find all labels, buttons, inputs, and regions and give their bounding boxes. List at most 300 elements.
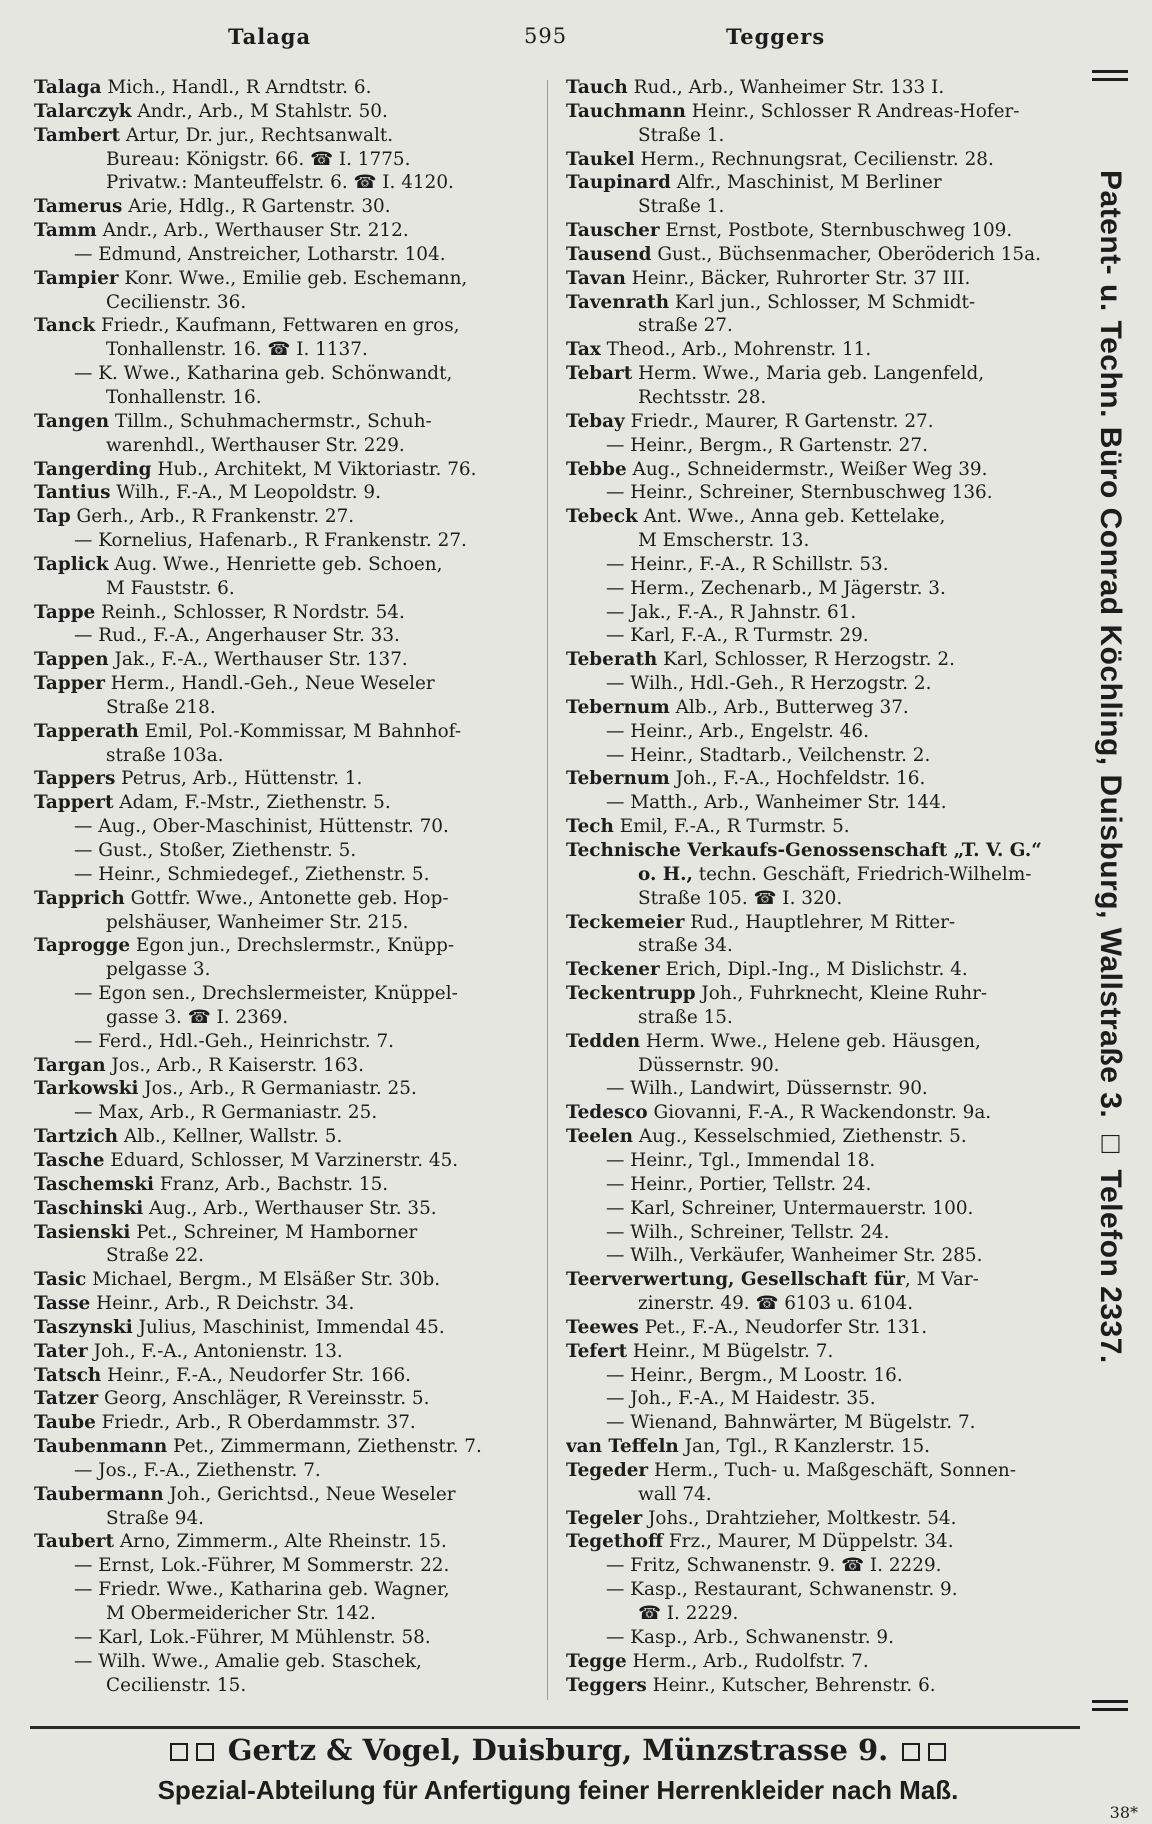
directory-entry xyxy=(34,1387,542,1411)
directory-entry xyxy=(566,481,1076,505)
entry-surname: van Teffeln xyxy=(566,1436,679,1458)
entry-details: Alfr., Maschinist, M Berliner xyxy=(670,172,942,194)
directory-entry xyxy=(34,1221,542,1245)
directory-entry xyxy=(566,529,1076,553)
entry-details: Cecilienstr. 15. xyxy=(106,1674,247,1696)
entry-surname: Teberath xyxy=(566,649,658,671)
directory-entry xyxy=(566,338,1076,362)
right-column xyxy=(566,76,1076,1697)
entry-surname: Tasic xyxy=(34,1269,87,1291)
entry-details: — Heinr., Bergm., M Loostr. 16. xyxy=(606,1364,903,1386)
entry-details: — Karl, F.-A., R Turmstr. 29. xyxy=(606,625,869,647)
entry-details: Herm., Rechnungsrat, Cecilienstr. 28. xyxy=(634,148,994,170)
directory-entry xyxy=(566,1221,1076,1245)
entry-details: Johs., Drahtzieher, Moltkestr. 54. xyxy=(642,1507,957,1529)
entry-details: Straße 22. xyxy=(106,1245,205,1267)
entry-details: Julius, Maschinist, Immendal 45. xyxy=(132,1316,445,1338)
directory-entry xyxy=(566,1292,1076,1316)
entry-details: Andr., Arb., M Stahlstr. 50. xyxy=(131,100,388,122)
entry-details: Ant. Wwe., Anna geb. Kettelake, xyxy=(637,506,946,528)
entry-details: — Joh., F.-A., M Haidestr. 35. xyxy=(606,1388,876,1410)
entry-details: Alb., Arb., Butterweg 37. xyxy=(669,696,909,718)
entry-surname: Teggers xyxy=(566,1674,647,1696)
entry-details: Pet., F.-A., Neudorfer Str. 131. xyxy=(638,1316,928,1338)
entry-surname: Technische Verkaufs-Genossenschaft „T. V. G.“ xyxy=(566,840,1042,861)
entry-details: wall 74. xyxy=(638,1483,712,1505)
entry-details: , M Var- xyxy=(904,1269,979,1291)
directory-entry xyxy=(34,648,542,672)
directory-entry xyxy=(566,1554,1076,1578)
entry-surname: Taprogge xyxy=(34,935,131,957)
entry-details: Herm. Wwe., Maria geb. Langenfeld, xyxy=(632,363,985,385)
directory-entry xyxy=(34,696,542,720)
entry-details: Heinr., F.-A., Neudorfer Str. 166. xyxy=(101,1364,412,1386)
directory-entry xyxy=(566,1578,1076,1602)
directory-entry xyxy=(34,1292,542,1316)
directory-entry xyxy=(34,434,542,458)
directory-entry xyxy=(566,672,1076,696)
entry-details: Herm., Handl.-Geh., Neue Weseler xyxy=(104,673,435,695)
entry-surname: Tegeder xyxy=(566,1459,649,1481)
directory-entry xyxy=(34,1411,542,1435)
directory-entry xyxy=(34,911,542,935)
entry-details: — Heinr., F.-A., R Schillstr. 53. xyxy=(606,553,889,575)
directory-entry xyxy=(34,362,542,386)
directory-entry xyxy=(34,1483,542,1507)
entry-details: Frz., Maurer, M Düppelstr. 34. xyxy=(663,1531,954,1553)
directory-entry xyxy=(566,1674,1076,1698)
entry-details: Heinr., Kutscher, Behrenstr. 6. xyxy=(646,1674,936,1696)
entry-surname: Teckener xyxy=(566,959,660,981)
directory-entry xyxy=(34,1101,542,1125)
entry-surname: Tasse xyxy=(34,1293,91,1315)
directory-entry xyxy=(566,601,1076,625)
entry-details: Jan, Tgl., R Kanzlerstr. 15. xyxy=(678,1436,931,1458)
directory-entry xyxy=(34,815,542,839)
directory-entry xyxy=(34,1149,542,1173)
entry-details: Hub., Architekt, M Viktoriastr. 76. xyxy=(151,458,477,480)
directory-entry xyxy=(566,1173,1076,1197)
entry-details: — Wilh., Hdl.-Geh., R Herzogstr. 2. xyxy=(606,673,932,695)
directory-entry xyxy=(34,529,542,553)
entry-details: Düssernstr. 90. xyxy=(638,1054,780,1076)
entry-details: Arno, Zimmerm., Alte Rheinstr. 15. xyxy=(113,1531,447,1553)
entry-details: pelshäuser, Wanheimer Str. 215. xyxy=(106,911,409,933)
entry-details: — Kasp., Arb., Schwanenstr. 9. xyxy=(606,1626,894,1648)
directory-entry xyxy=(34,1674,542,1698)
entry-details: Emil, Pol.-Kommissar, M Bahnhof- xyxy=(138,720,462,742)
directory-entry xyxy=(566,1626,1076,1650)
entry-details: Konr. Wwe., Emilie geb. Eschemann, xyxy=(118,267,468,289)
entry-details: Herm., Arb., Rudolfstr. 7. xyxy=(626,1650,869,1672)
band-rule-top-2 xyxy=(1092,78,1128,81)
entry-details: Aug., Arb., Werthauser Str. 35. xyxy=(143,1197,437,1219)
entry-details: — Wilh., Landwirt, Düssernstr. 90. xyxy=(606,1078,928,1100)
entry-surname: Taschemski xyxy=(34,1173,155,1195)
directory-entry xyxy=(566,1411,1076,1435)
entry-details: Alb., Kellner, Wallstr. 5. xyxy=(118,1126,343,1148)
entry-surname: Tatsch xyxy=(34,1364,102,1386)
entry-details: Bureau: Königstr. 66. ☎ I. 1775. xyxy=(106,148,411,170)
entry-surname: Taschinski xyxy=(34,1197,144,1219)
entry-surname: Teewes xyxy=(566,1316,639,1338)
directory-entry xyxy=(34,1173,542,1197)
entry-details: straße 15. xyxy=(638,1006,733,1028)
directory-entry xyxy=(566,648,1076,672)
directory-entry xyxy=(34,863,542,887)
entry-details: techn. Geschäft, Friedrich-Wilhelm- xyxy=(692,863,1032,885)
entry-surname: Tap xyxy=(34,506,71,528)
entry-details: — Kasp., Restaurant, Schwanenstr. 9. xyxy=(606,1579,958,1601)
entry-details: — Heinr., Portier, Tellstr. 24. xyxy=(606,1173,872,1195)
directory-entry xyxy=(34,148,542,172)
entry-details: Gust., Büchsenmacher, Oberöderich 15a. xyxy=(651,243,1041,265)
entry-details: Heinr., Arb., R Deichstr. 34. xyxy=(90,1293,355,1315)
directory-entry xyxy=(34,1435,542,1459)
entry-details: — Wilh. Wwe., Amalie geb. Staschek, xyxy=(74,1650,422,1672)
entry-details: Karl, Schlosser, R Herzogstr. 2. xyxy=(657,649,955,671)
entry-details: Aug., Kesselschmied, Ziethenstr. 5. xyxy=(633,1126,967,1148)
entry-surname: Tebart xyxy=(566,363,633,385)
directory-entry xyxy=(566,1197,1076,1221)
entry-surname: Teerverwertung, Gesellschaft für xyxy=(566,1269,905,1291)
left-column xyxy=(34,76,542,1697)
entry-details: Franz, Arb., Bachstr. 15. xyxy=(154,1173,389,1195)
directory-entry xyxy=(34,1459,542,1483)
entry-details: Friedr., Maurer, R Gartenstr. 27. xyxy=(624,410,934,432)
entry-details: Andr., Arb., Werthauser Str. 212. xyxy=(96,220,409,242)
entry-details: Gerh., Arb., R Frankenstr. 27. xyxy=(70,506,355,528)
directory-entry xyxy=(566,1530,1076,1554)
entry-surname: Talaga xyxy=(34,77,102,98)
column-divider xyxy=(547,80,548,1700)
directory-entry xyxy=(566,267,1076,291)
directory-entry xyxy=(34,601,542,625)
entry-surname: Tebernum xyxy=(566,696,670,718)
square-ornament xyxy=(196,1743,214,1761)
directory-entry xyxy=(566,1483,1076,1507)
entry-details: Heinr., Bäcker, Ruhrorter Str. 37 III. xyxy=(625,267,971,289)
directory-entry xyxy=(566,839,1076,863)
entry-details: Privatw.: Manteuffelstr. 6. ☎ I. 4120. xyxy=(106,172,454,194)
directory-entry xyxy=(34,124,542,148)
directory-entry xyxy=(34,1197,542,1221)
entry-surname: Teckentrupp xyxy=(566,983,696,1005)
entry-surname: Taupinard xyxy=(566,172,671,194)
entry-details: Jos., Arb., R Kaiserstr. 163. xyxy=(105,1054,364,1076)
entry-details: — Kornelius, Hafenarb., R Frankenstr. 27. xyxy=(74,530,467,552)
directory-entry xyxy=(566,1387,1076,1411)
entry-details: — Heinr., Bergm., R Gartenstr. 27. xyxy=(606,434,928,456)
entry-details: M Obermeidericher Str. 142. xyxy=(106,1603,376,1624)
entry-details: — Karl, Schreiner, Untermauerstr. 100. xyxy=(606,1197,974,1219)
entry-surname: Tasche xyxy=(34,1149,105,1171)
entry-surname: Tampier xyxy=(34,267,119,289)
entry-details: — Ernst, Lok.-Führer, M Sommerstr. 22. xyxy=(74,1555,450,1577)
entry-details: Straße 1. xyxy=(638,196,725,218)
directory-entry xyxy=(566,577,1076,601)
directory-entry xyxy=(566,696,1076,720)
directory-entry xyxy=(566,815,1076,839)
directory-entry xyxy=(34,1006,542,1030)
directory-entry xyxy=(34,1507,542,1531)
entry-surname: Taubert xyxy=(34,1531,114,1553)
directory-entry xyxy=(34,505,542,529)
entry-details: Egon jun., Drechslermstr., Knüpp- xyxy=(130,935,455,957)
directory-entry xyxy=(566,1650,1076,1674)
directory-entry xyxy=(566,1244,1076,1268)
directory-entry xyxy=(34,1626,542,1650)
directory-entry xyxy=(566,362,1076,386)
entry-details: — Aug., Ober-Maschinist, Hüttenstr. 70. xyxy=(74,816,449,838)
directory-entry xyxy=(566,1340,1076,1364)
directory-entry xyxy=(34,982,542,1006)
entry-details: — Heinr., Stadtarb., Veilchenstr. 2. xyxy=(606,744,931,766)
entry-surname: Tauchmann xyxy=(566,100,686,122)
entry-surname: Teelen xyxy=(566,1126,634,1148)
entry-details: — Jak., F.-A., R Jahnstr. 61. xyxy=(606,601,857,623)
directory-entry xyxy=(34,219,542,243)
entry-details: Arie, Hdlg., R Gartenstr. 30. xyxy=(122,196,391,218)
directory-entry xyxy=(34,1054,542,1078)
entry-details: Karl jun., Schlosser, M Schmidt- xyxy=(669,291,976,313)
entry-details: straße 103a. xyxy=(106,744,224,766)
entry-surname: Tebbe xyxy=(566,458,627,480)
entry-surname: Tamm xyxy=(34,220,97,242)
entry-surname: Tamerus xyxy=(34,196,123,218)
entry-details: — Heinr., Arb., Engelstr. 46. xyxy=(606,720,869,742)
directory-entry xyxy=(34,481,542,505)
directory-entry xyxy=(566,624,1076,648)
directory-entry xyxy=(566,1364,1076,1388)
directory-entry xyxy=(566,100,1076,124)
entry-surname: Tanck xyxy=(34,315,96,337)
entry-surname: Tebay xyxy=(566,410,625,432)
directory-entry xyxy=(566,911,1076,935)
entry-surname: Tangerding xyxy=(34,458,152,480)
entry-details: Friedr., Kaufmann, Fettwaren en gros, xyxy=(95,315,460,337)
directory-entry xyxy=(566,1006,1076,1030)
entry-surname: Taplick xyxy=(34,553,109,575)
directory-entry xyxy=(566,553,1076,577)
entry-details: — Wienand, Bahnwärter, M Bügelstr. 7. xyxy=(606,1412,976,1434)
directory-entry xyxy=(34,338,542,362)
directory-entry xyxy=(34,553,542,577)
directory-entry xyxy=(566,505,1076,529)
entry-details: Joh., F.-A., Antonienstr. 13. xyxy=(87,1340,343,1362)
entry-details: Michael, Bergm., M Elsäßer Str. 30b. xyxy=(86,1269,441,1291)
entry-details: Aug. Wwe., Henriette geb. Schoen, xyxy=(108,553,443,575)
entry-details: — Max, Arb., R Germaniastr. 25. xyxy=(74,1102,378,1124)
directory-entry xyxy=(566,744,1076,768)
directory-entry xyxy=(566,1054,1076,1078)
directory-entry xyxy=(566,887,1076,911)
entry-details: — Friedr. Wwe., Katharina geb. Wagner, xyxy=(74,1579,450,1601)
entry-details: Joh., Gerichtsd., Neue Weseler xyxy=(163,1483,456,1505)
entry-details: Rud., Hauptlehrer, M Ritter- xyxy=(684,911,956,933)
directory-entry xyxy=(34,76,542,100)
directory-entry xyxy=(34,934,542,958)
directory-entry xyxy=(566,1268,1076,1292)
entry-details: — K. Wwe., Katharina geb. Schönwandt, xyxy=(74,363,453,385)
entry-details: Joh., F.-A., Hochfeldstr. 16. xyxy=(669,768,926,790)
entry-details: — Fritz, Schwanenstr. 9. ☎ I. 2229. xyxy=(606,1555,942,1577)
directory-entry xyxy=(566,434,1076,458)
directory-entry xyxy=(566,1435,1076,1459)
entry-surname: Tauch xyxy=(566,77,628,98)
entry-details: gasse 3. ☎ I. 2369. xyxy=(106,1006,289,1028)
directory-entry xyxy=(34,267,542,291)
directory-entry xyxy=(34,1268,542,1292)
entry-surname: Taszynski xyxy=(34,1316,133,1338)
entry-details: Mich., Handl., R Arndtstr. 6. xyxy=(101,77,372,98)
entry-details: Pet., Zimmermann, Ziethenstr. 7. xyxy=(167,1436,482,1458)
directory-entry xyxy=(566,1101,1076,1125)
directory-entry xyxy=(34,672,542,696)
directory-entry xyxy=(566,982,1076,1006)
entry-details: Giovanni, F.-A., R Wackendonstr. 9a. xyxy=(647,1102,992,1124)
entry-details: — Heinr., Schreiner, Sternbuschweg 136. xyxy=(606,482,993,504)
entry-details: Straße 1. xyxy=(638,124,725,146)
entry-details: Tillm., Schuhmachermstr., Schuh- xyxy=(109,410,432,432)
directory-entry xyxy=(566,148,1076,172)
entry-surname: Tegethoff xyxy=(566,1531,664,1553)
entry-details: Jos., Arb., R Germaniastr. 25. xyxy=(138,1078,417,1100)
entry-details: Gottfr. Wwe., Antonette geb. Hop- xyxy=(124,887,449,909)
entry-details: — Jos., F.-A., Ziethenstr. 7. xyxy=(74,1459,321,1481)
entry-details: — Heinr., Tgl., Immendal 18. xyxy=(606,1149,876,1171)
entry-surname: Taube xyxy=(34,1412,96,1434)
directory-entry xyxy=(34,243,542,267)
directory-entry xyxy=(566,958,1076,982)
entry-details: Tonhallenstr. 16. ☎ I. 1137. xyxy=(106,339,368,361)
directory-entry xyxy=(566,767,1076,791)
sheet-signature: 38* xyxy=(1109,1803,1138,1822)
entry-surname: o. H., xyxy=(638,863,693,885)
entry-surname: Taukel xyxy=(566,148,635,170)
directory-entry xyxy=(566,863,1076,887)
entry-details: Erich, Dipl.-Ing., M Dislichstr. 4. xyxy=(659,959,968,981)
entry-details: — Edmund, Anstreicher, Lotharstr. 104. xyxy=(74,243,446,265)
entry-details: Adam, F.-Mstr., Ziethenstr. 5. xyxy=(113,792,391,814)
entry-details: Herm. Wwe., Helene geb. Häusgen, xyxy=(640,1030,981,1052)
band-rule-bottom-2 xyxy=(1092,1708,1128,1711)
entry-surname: Taubermann xyxy=(34,1483,164,1505)
entry-details: — Gust., Stoßer, Ziethenstr. 5. xyxy=(74,840,357,861)
directory-entry xyxy=(566,1602,1076,1626)
directory-entry xyxy=(566,1316,1076,1340)
entry-surname: Tambert xyxy=(34,124,121,146)
header-right-keyword: Teggers xyxy=(726,24,826,49)
directory-entry xyxy=(566,458,1076,482)
entry-surname: Tartzich xyxy=(34,1126,119,1148)
directory-entry xyxy=(566,219,1076,243)
directory-entry xyxy=(34,1602,542,1626)
entry-surname: Tasienski xyxy=(34,1221,131,1243)
entry-details: Petrus, Arb., Hüttenstr. 1. xyxy=(115,768,363,790)
directory-entry xyxy=(34,1364,542,1388)
band-rule-bottom xyxy=(1092,1700,1128,1703)
entry-surname: Tausend xyxy=(566,243,652,265)
directory-entry xyxy=(34,1125,542,1149)
directory-entry xyxy=(34,386,542,410)
directory-entry xyxy=(34,1578,542,1602)
entry-surname: Tavenrath xyxy=(566,291,670,313)
entry-surname: Tavan xyxy=(566,267,626,289)
entry-details: warenhdl., Werthauser Str. 229. xyxy=(106,434,405,456)
entry-surname: Tantius xyxy=(34,482,111,504)
entry-details: — Herm., Zechenarb., M Jägerstr. 3. xyxy=(606,577,946,599)
entry-surname: Tegeler xyxy=(566,1507,643,1529)
directory-entry xyxy=(566,1077,1076,1101)
entry-surname: Tangen xyxy=(34,410,110,432)
directory-entry xyxy=(34,958,542,982)
page-number: 595 xyxy=(524,24,568,48)
entry-surname: Tech xyxy=(566,816,614,838)
entry-details: zinerstr. 49. ☎ 6103 u. 6104. xyxy=(638,1293,914,1315)
directory-entry xyxy=(566,1125,1076,1149)
band-rule-top xyxy=(1092,70,1128,73)
directory-entry xyxy=(34,410,542,434)
entry-details: — Heinr., Schmiedegef., Ziethenstr. 5. xyxy=(74,863,430,885)
entry-details: Friedr., Arb., R Oberdammstr. 37. xyxy=(95,1412,416,1434)
square-ornament xyxy=(928,1743,946,1761)
directory-entry xyxy=(34,100,542,124)
entry-details: Straße 105. ☎ I. 320. xyxy=(638,887,843,909)
entry-details: Rechtsstr. 28. xyxy=(638,386,767,408)
entry-surname: Tapprich xyxy=(34,887,125,909)
entry-details: — Egon sen., Drechslermeister, Knüppel- xyxy=(74,983,458,1005)
entry-details: — Wilh., Verkäufer, Wanheimer Str. 285. xyxy=(606,1245,983,1267)
entry-surname: Tedden xyxy=(566,1030,641,1052)
directory-entry xyxy=(566,410,1076,434)
directory-entry xyxy=(34,744,542,768)
entry-details: Artur, Dr. jur., Rechtsanwalt. xyxy=(120,124,394,146)
directory-entry xyxy=(34,1316,542,1340)
footer-advert-line2: Spezial-Abteilung für Anfertigung feiner Herrenkleider nach Maß. xyxy=(157,1775,959,1805)
entry-surname: Tebernum xyxy=(566,768,670,790)
directory-entry xyxy=(566,720,1076,744)
directory-entry xyxy=(34,1650,542,1674)
entry-surname: Tatzer xyxy=(34,1388,99,1410)
directory-entry xyxy=(566,1030,1076,1054)
directory-entry xyxy=(34,195,542,219)
footer-rule xyxy=(30,1726,1080,1729)
side-advertisement: Patent- u. Techn. Büro Conrad Köchling, Duisburg, Wallstraße 3. □ Telefon 2337. xyxy=(1094,170,1127,1364)
entry-details: Ernst, Postbote, Sternbuschweg 109. xyxy=(659,220,1013,242)
entry-surname: Tapperath xyxy=(34,720,139,742)
entry-details: Heinr., Schlosser R Andreas-Hofer- xyxy=(685,100,1020,122)
directory-entry xyxy=(566,195,1076,219)
entry-details: — Ferd., Hdl.-Geh., Heinrichstr. 7. xyxy=(74,1030,394,1052)
square-ornament xyxy=(902,1743,920,1761)
entry-surname: Tarkowski xyxy=(34,1078,139,1100)
entry-details: pelgasse 3. xyxy=(106,959,211,981)
entry-details: Tonhallenstr. 16. xyxy=(106,386,262,408)
directory-entry xyxy=(34,1554,542,1578)
directory-entry xyxy=(34,624,542,648)
entry-details: Emil, F.-A., R Turmstr. 5. xyxy=(613,816,850,838)
directory-entry xyxy=(34,171,542,195)
entry-surname: Tater xyxy=(34,1340,88,1362)
directory-entry xyxy=(34,887,542,911)
directory-entry xyxy=(566,291,1076,315)
entry-surname: Tappers xyxy=(34,768,116,790)
entry-details: straße 27. xyxy=(638,315,733,337)
entry-details: Joh., Fuhrknecht, Kleine Ruhr- xyxy=(695,983,988,1005)
directory-entry xyxy=(34,314,542,338)
entry-surname: Tappen xyxy=(34,649,109,671)
